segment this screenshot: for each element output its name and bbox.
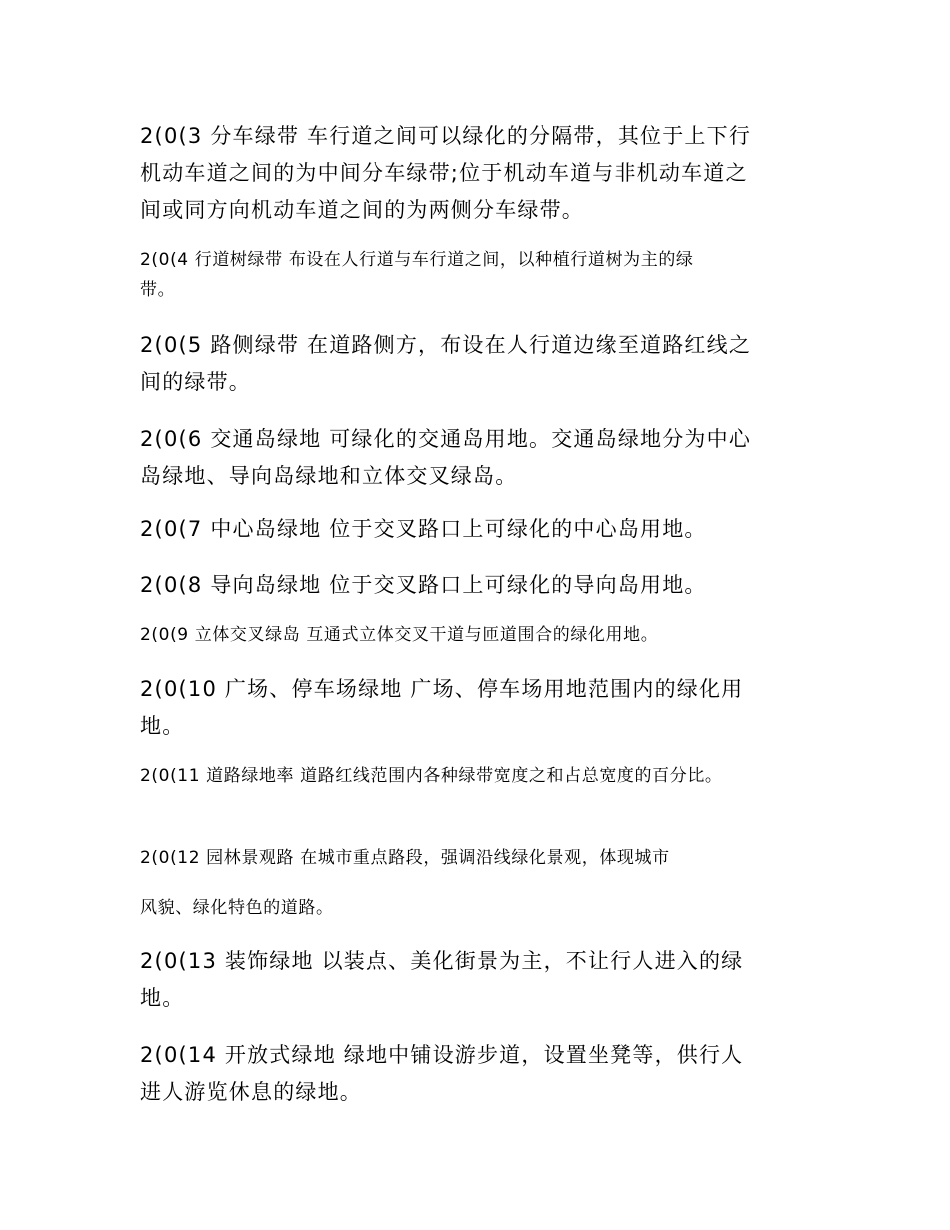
text-line: 地。 <box>140 714 185 738</box>
text-line: 间的绿带。 <box>140 370 251 394</box>
definition-2-0-12 <box>140 843 830 873</box>
text-line: 间或同方向机动车道之间的为两侧分车绿带。 <box>140 198 584 222</box>
text-line: 进人游览休息的绿地。 <box>140 1080 362 1104</box>
definition-2-0-5 <box>140 327 830 401</box>
text-line: 风貌、绿化特色的道路。 <box>140 898 334 918</box>
text-line: 2(0(7 中心岛绿地 位于交叉路口上可绿化的中心岛用地。 <box>140 517 707 541</box>
text-line: 2(0(11 道路绿地率 道路红线范围内各种绿带宽度之和占总宽度的百分比。 <box>140 766 723 786</box>
definition-2-0-13 <box>140 943 830 1017</box>
text-line: 2(0(13 装饰绿地 以装点、美化街景为主，不让行人进入的绿 <box>140 949 744 973</box>
definition-2-0-3 <box>140 118 830 229</box>
definition-2-0-9 <box>140 620 830 650</box>
text-line: 2(0(5 路侧绿带 在道路侧方，布设在人行道边缘至道路红线之 <box>140 333 752 357</box>
definition-2-0-10 <box>140 671 830 745</box>
definition-2-0-11 <box>140 761 830 791</box>
text-line: 2(0(9 立体交叉绿岛 互通式立体交叉干道与匝道围合的绿化用地。 <box>140 625 659 645</box>
definition-2-0-6 <box>140 421 830 495</box>
definition-2-0-4 <box>140 245 830 305</box>
text-line: 2(0(4 行道树绿带 布设在人行道与车行道之间，以种植行道树为主的绿 <box>140 250 694 270</box>
definition-2-0-7 <box>140 511 830 548</box>
text-line: 地。 <box>140 986 185 1010</box>
text-line: 2(0(6 交通岛绿地 可绿化的交通岛用地。交通岛绿地分为中心 <box>140 427 752 451</box>
text-line: 带。 <box>140 280 176 300</box>
text-line: 2(0(14 开放式绿地 绿地中铺设游步道，设置坐凳等，供行人 <box>140 1043 744 1067</box>
text-line: 2(0(12 园林景观路 在城市重点路段，强调沿线绿化景观，体现城市 <box>140 848 670 868</box>
definition-2-0-12-continued <box>140 893 830 923</box>
text-line: 2(0(10 广场、停车场绿地 广场、停车场用地范围内的绿化用 <box>140 677 744 701</box>
definition-2-0-8 <box>140 567 830 604</box>
text-line: 2(0(8 导向岛绿地 位于交叉路口上可绿化的导向岛用地。 <box>140 573 707 597</box>
definition-2-0-14 <box>140 1037 830 1111</box>
text-line: 岛绿地、导向岛绿地和立体交叉绿岛。 <box>140 464 518 488</box>
text-line: 机动车道之间的为中间分车绿带;位于机动车道与非机动车道之 <box>140 161 748 185</box>
text-line: 2(0(3 分车绿带 车行道之间可以绿化的分隔带，其位于上下行 <box>140 124 752 148</box>
